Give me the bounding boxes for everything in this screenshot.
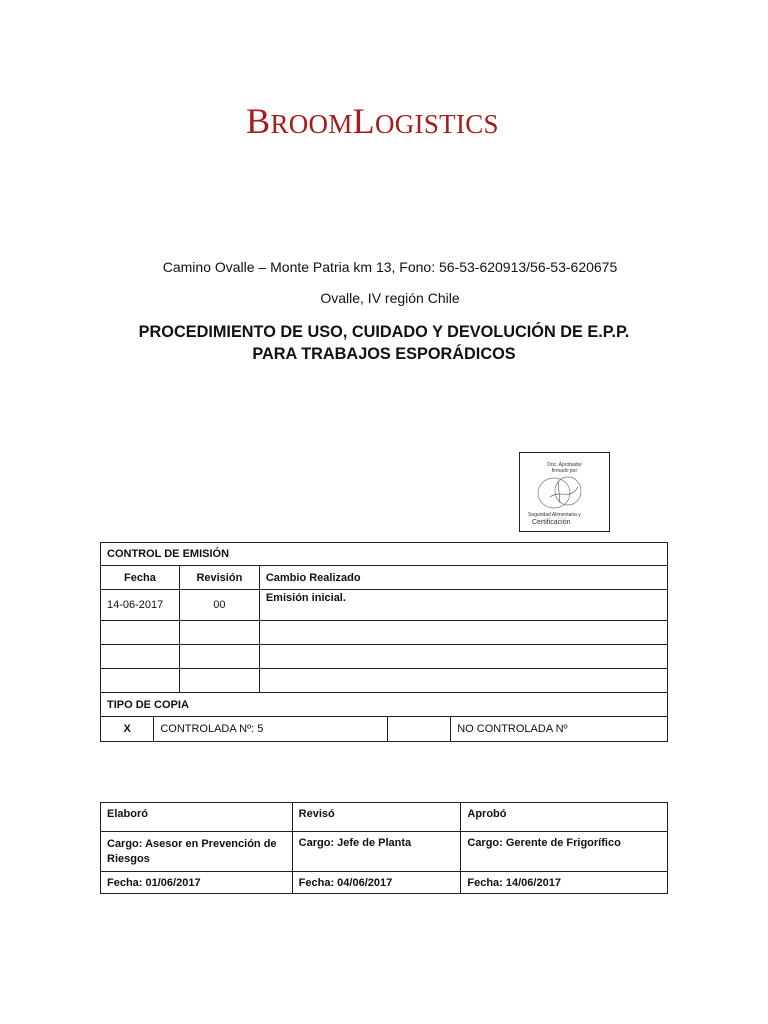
controlada-mark: X [101,717,154,741]
cell-cambio [259,645,667,669]
stamp-line-1: Doc. Aprobado/ [547,462,582,468]
title-line-2: PARA TRABAJOS ESPORÁDICOS [252,345,516,363]
col-fecha: Fecha [101,566,180,590]
table-row [101,669,668,693]
stamp-line-4: Certificación [532,519,571,526]
signature-icon [530,475,600,511]
tipo-copia-row [101,717,667,741]
company-logo: BROOMLOGISTICS [246,101,499,141]
approval-stamp [519,452,610,532]
col-cambio: Cambio Realizado [259,566,667,590]
col-elaboro: Elaboró [101,803,293,832]
address-line-2: Ovalle, IV región Chile [320,290,460,306]
title-line-1: PROCEDIMIENTO DE USO, CUIDADO Y DEVOLUCIÓN DE E.P.P. [138,323,630,341]
no-controlada-mark [387,717,451,741]
document-title [0,321,768,365]
cell-fecha [101,645,180,669]
table-row [101,590,668,621]
cargo-elaboro: Cargo: Asesor en Prevención de Riesgos [101,832,293,872]
tipo-copia-heading: TIPO DE COPIA [101,693,668,717]
cell-revision [179,645,259,669]
approvals-table [100,802,668,894]
cell-cambio [259,669,667,693]
control-emision-heading: CONTROL DE EMISIÓN [101,543,668,566]
fecha-elaboro: Fecha: 01/06/2017 [101,872,293,894]
cell-fecha: 14-06-2017 [101,590,180,621]
cell-cambio: Emisión inicial. [259,590,667,621]
stamp-line-3: Seguridad Alimentaria y [528,512,581,518]
col-reviso: Revisó [292,803,461,832]
fecha-reviso: Fecha: 04/06/2017 [292,872,461,894]
cell-revision [179,669,259,693]
cell-fecha [101,621,180,645]
cell-revision [179,621,259,645]
cargo-reviso: Cargo: Jefe de Planta [292,832,461,872]
no-controlada-label: NO CONTROLADA Nº [457,723,568,735]
col-revision: Revisión [179,566,259,590]
control-emision-table [100,542,668,742]
cargo-aprobo: Cargo: Gerente de Frigorífico [461,832,668,872]
fecha-aprobo: Fecha: 14/06/2017 [461,872,668,894]
controlada-label: CONTROLADA Nº: 5 [154,717,387,741]
table-row [101,645,668,669]
cell-cambio [259,621,667,645]
address-line-1: Camino Ovalle – Monte Patria km 13, Fono: 56-53-620913/56-53-620675 [162,259,618,275]
stamp-line-2: firmado por [551,468,578,474]
cell-revision: 00 [179,590,259,621]
col-aprobo: Aprobó [461,803,668,832]
table-row [101,621,668,645]
cell-fecha [101,669,180,693]
